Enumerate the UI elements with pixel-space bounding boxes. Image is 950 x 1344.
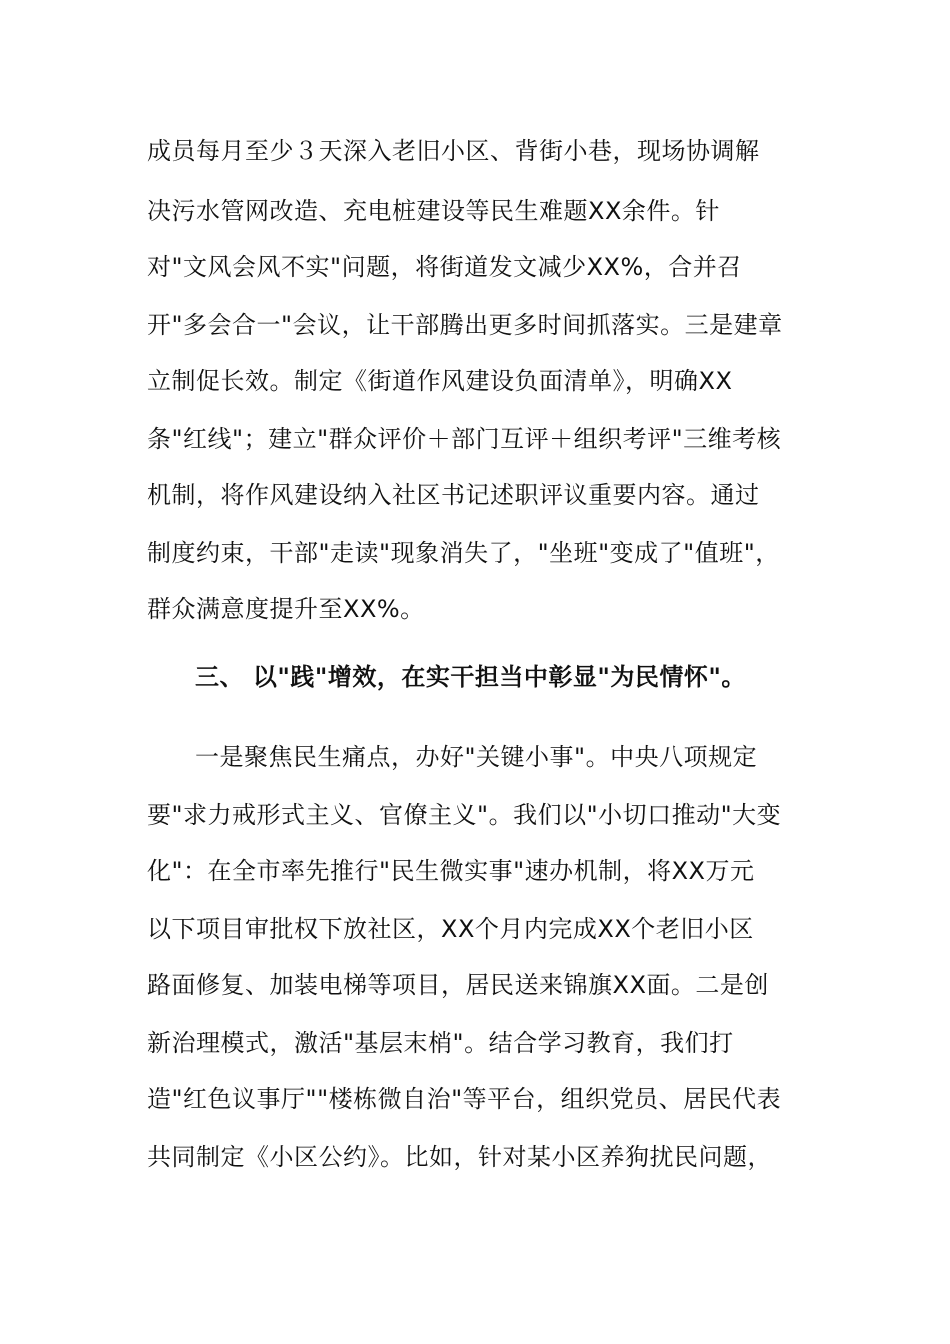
paragraph2-line-1: 一是聚焦民生痛点，办好"关键小事"。中央八项规定 <box>195 743 758 771</box>
paragraph1-line-1: 成员每月至少３天深入老旧小区、背街小巷，现场协调解 <box>147 137 760 165</box>
paragraph2-line-6: 新治理模式，激活"基层末梢"。结合学习教育，我们打 <box>147 1029 734 1057</box>
paragraph2-line-4: 以下项目审批权下放社区，XX个月内完成XX个老旧小区 <box>147 915 754 943</box>
paragraph1-line-2: 决污水管网改造、充电桩建设等民生难题XX余件。针 <box>147 197 720 225</box>
paragraph1-line-4: 开"多会合一"会议，让干部腾出更多时间抓落实。三是建章 <box>147 311 783 339</box>
paragraph1-line-8: 制度约束，干部"走读"现象消失了，"坐班"变成了"值班"， <box>147 539 780 567</box>
paragraph1-line-5: 立制促长效。制定《街道作风建设负面清单》，明确XX <box>147 367 733 395</box>
paragraph2-line-2: 要"求力戒形式主义、官僚主义"。我们以"小切口推动"大变 <box>147 801 782 829</box>
paragraph2-line-8: 共同制定《小区公约》。比如，针对某小区养狗扰民问题， <box>147 1143 772 1171</box>
paragraph2-line-3: 化"：在全市率先推行"民生微实事"速办机制，将XX万元 <box>147 857 755 885</box>
paragraph2-line-7: 造"红色议事厅""楼栋微自治"等平台，组织党员、居民代表 <box>147 1085 782 1113</box>
paragraph1-line-7: 机制，将作风建设纳入社区书记述职评议重要内容。通过 <box>147 481 760 509</box>
paragraph1-line-3: 对"文风会风不实"问题，将街道发文减少XX%，合并召 <box>147 253 742 281</box>
section-heading: 三、 以"践"增效，在实干担当中彰显"为民情怀"。 <box>195 663 746 691</box>
paragraph2-line-5: 路面修复、加装电梯等项目，居民送来锦旗XX面。二是创 <box>147 971 769 999</box>
paragraph1-line-6: 条"红线"；建立"群众评价＋部门互评＋组织考评"三维考核 <box>147 425 782 453</box>
paragraph1-line-9: 群众满意度提升至XX%。 <box>147 595 425 623</box>
